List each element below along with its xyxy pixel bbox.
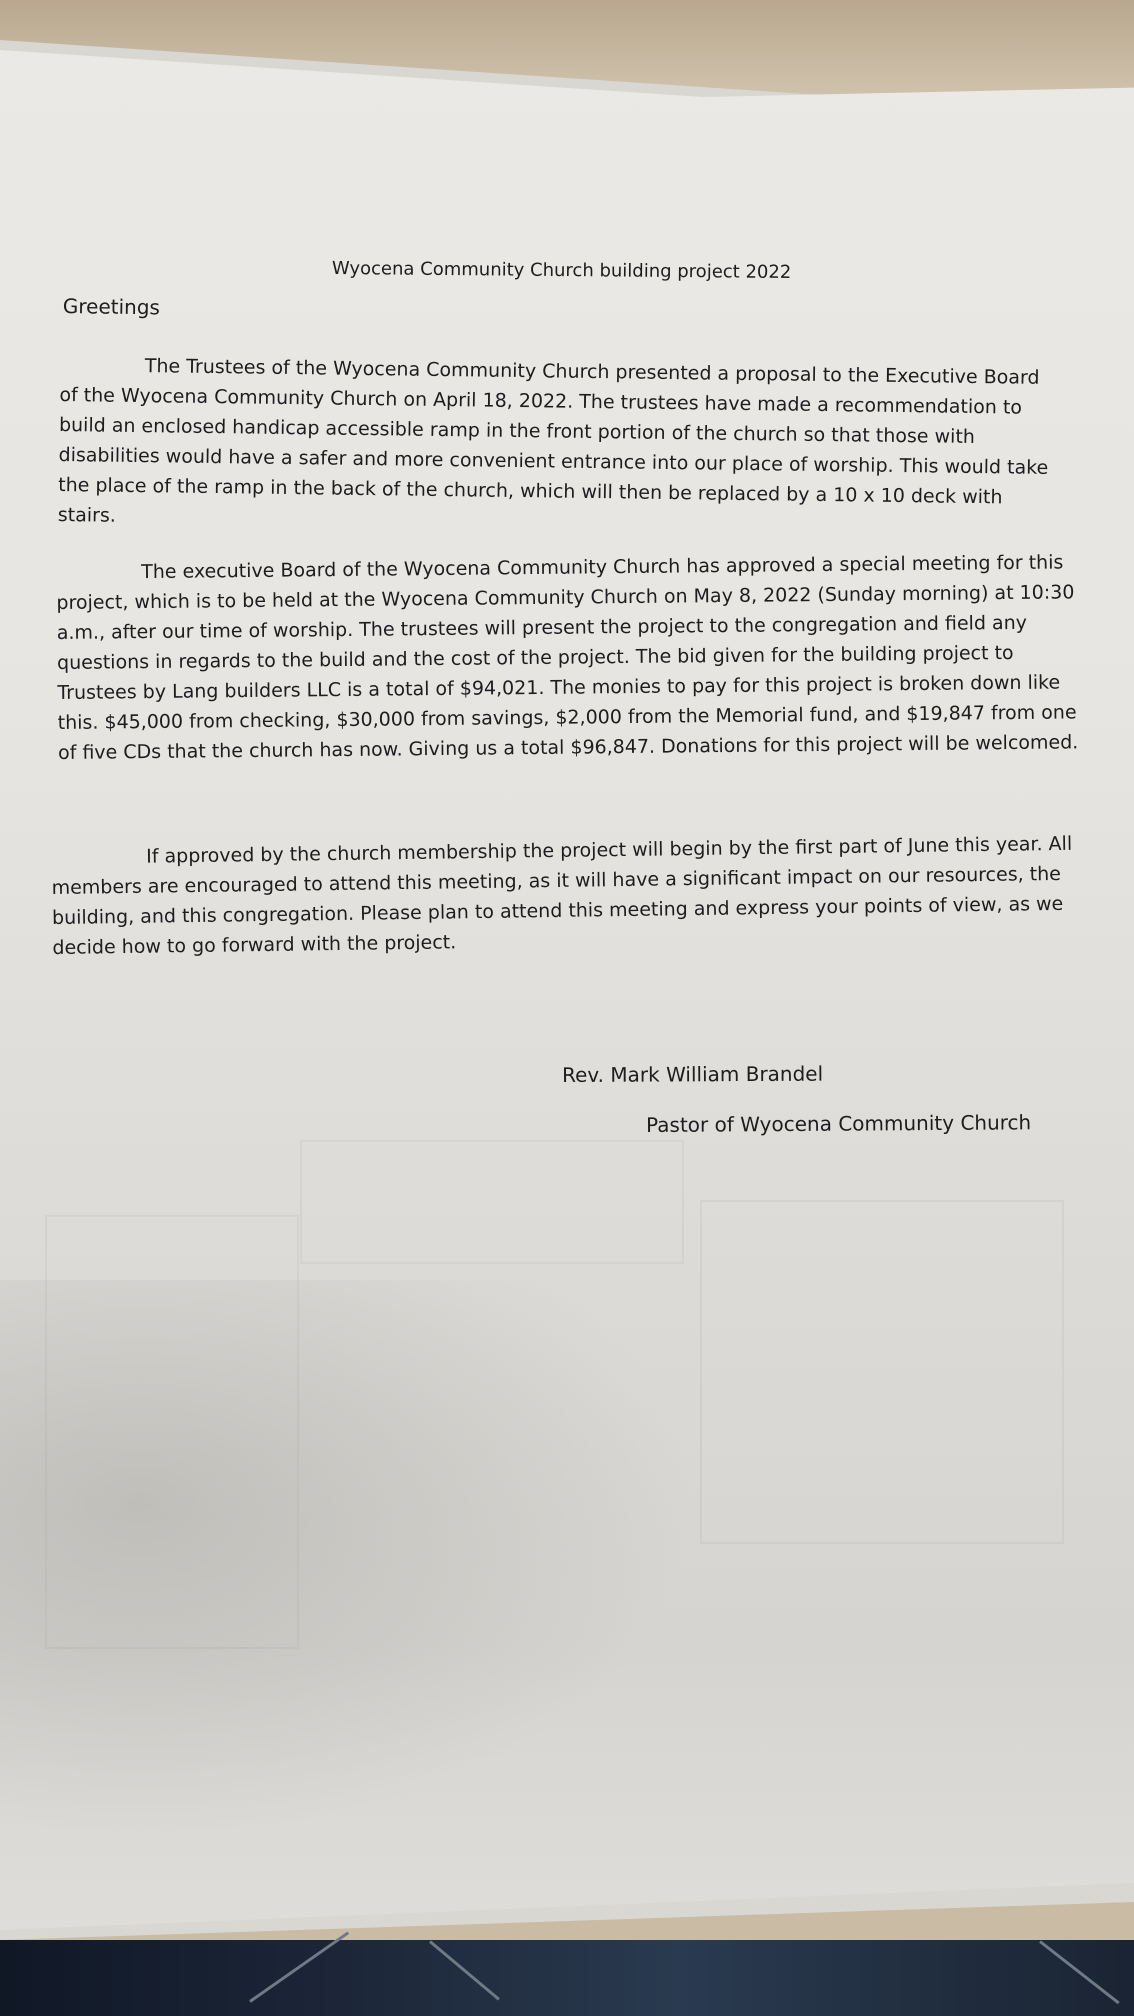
signature-title: Pastor of Wyocena Community Church	[646, 1110, 1032, 1137]
paragraph-meeting: The executive Board of the Wyocena Community Church has approved a special meeting for this project, which is to be held at the Wyocena Community Church on May 8, 2022 (Sunday morning) at 10:30 a.m., after our time of worship. The trustees will present the project to the congregation and field any questions in regards to the build and the cost of the project. The bid given for the building project to Trustees by Lang builders LLC is a total of $94,021. The monies to pay for this project is broken down like this. $45,000 from checking, $30,000 from savings, $2,000 from the Memorial fund, and $19,847 from one of five CDs that the church has now. Giving us a total $96,847. Donations for this project will be welcomed.	[56, 551, 1079, 764]
paragraph-approval: If approved by the church membership the project will begin by the first part of June this year. All members are encouraged to attend this meeting, as it will have a significant impact on our resources, the building, and this congregation. Please plan to attend this meeting and express your points of view, as we decide how to go forward with the project.	[51, 832, 1073, 959]
letter-title: Wyocena Community Church building project 2022	[331, 258, 792, 284]
signature-name: Rev. Mark William Brandel	[562, 1061, 824, 1087]
paragraph-proposal: The Trustees of the Wyocena Community Church presented a proposal to the Executive Board of the Wyocena Community Church on April 18, 2022. The trustees have made a recommendation to build an enclosed handicap accessible ramp in the front portion of the church so that those with disabilities would have a safer and more convenient entrance into our place of worship. This would take the place of the ramp in the back of the church, which will then be replaced by a 10 x 10 deck with stairs.	[57, 355, 1049, 527]
letter-greeting: Greetings	[62, 294, 161, 320]
